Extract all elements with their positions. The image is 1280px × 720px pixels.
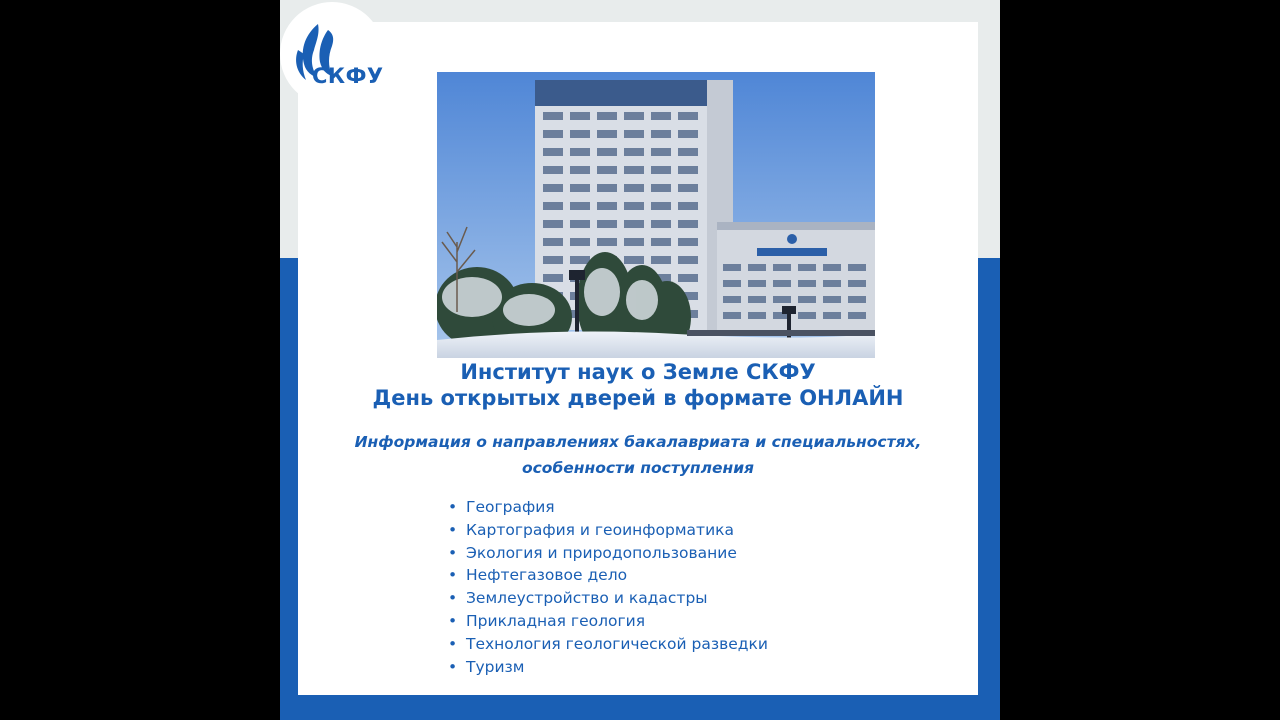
title-line-2: День открытых дверей в формате ОНЛАЙН — [372, 386, 904, 410]
logo-text: СКФУ — [312, 64, 384, 88]
list-item: • География — [448, 496, 768, 519]
list-item: • Технология геологической разведки — [448, 633, 768, 656]
subtitle-line-1: Информация о направлениях бакалавриата и специальностях, — [354, 433, 922, 451]
subtitle-line-2: особенности поступления — [521, 459, 755, 477]
list-item: • Картография и геоинформатика — [448, 519, 768, 542]
list-item: • Нефтегазовое дело — [448, 564, 768, 587]
programs-list — [448, 496, 768, 678]
title-line-1: Институт наук о Земле СКФУ — [460, 360, 816, 384]
poster — [280, 0, 1000, 720]
logo-circle — [280, 2, 384, 106]
list-item: • Экология и природопользование — [448, 542, 768, 565]
list-item: • Туризм — [448, 656, 768, 679]
list-item: • Землеустройство и кадастры — [448, 587, 768, 610]
building-photo — [437, 72, 875, 358]
list-item: • Прикладная геология — [448, 610, 768, 633]
